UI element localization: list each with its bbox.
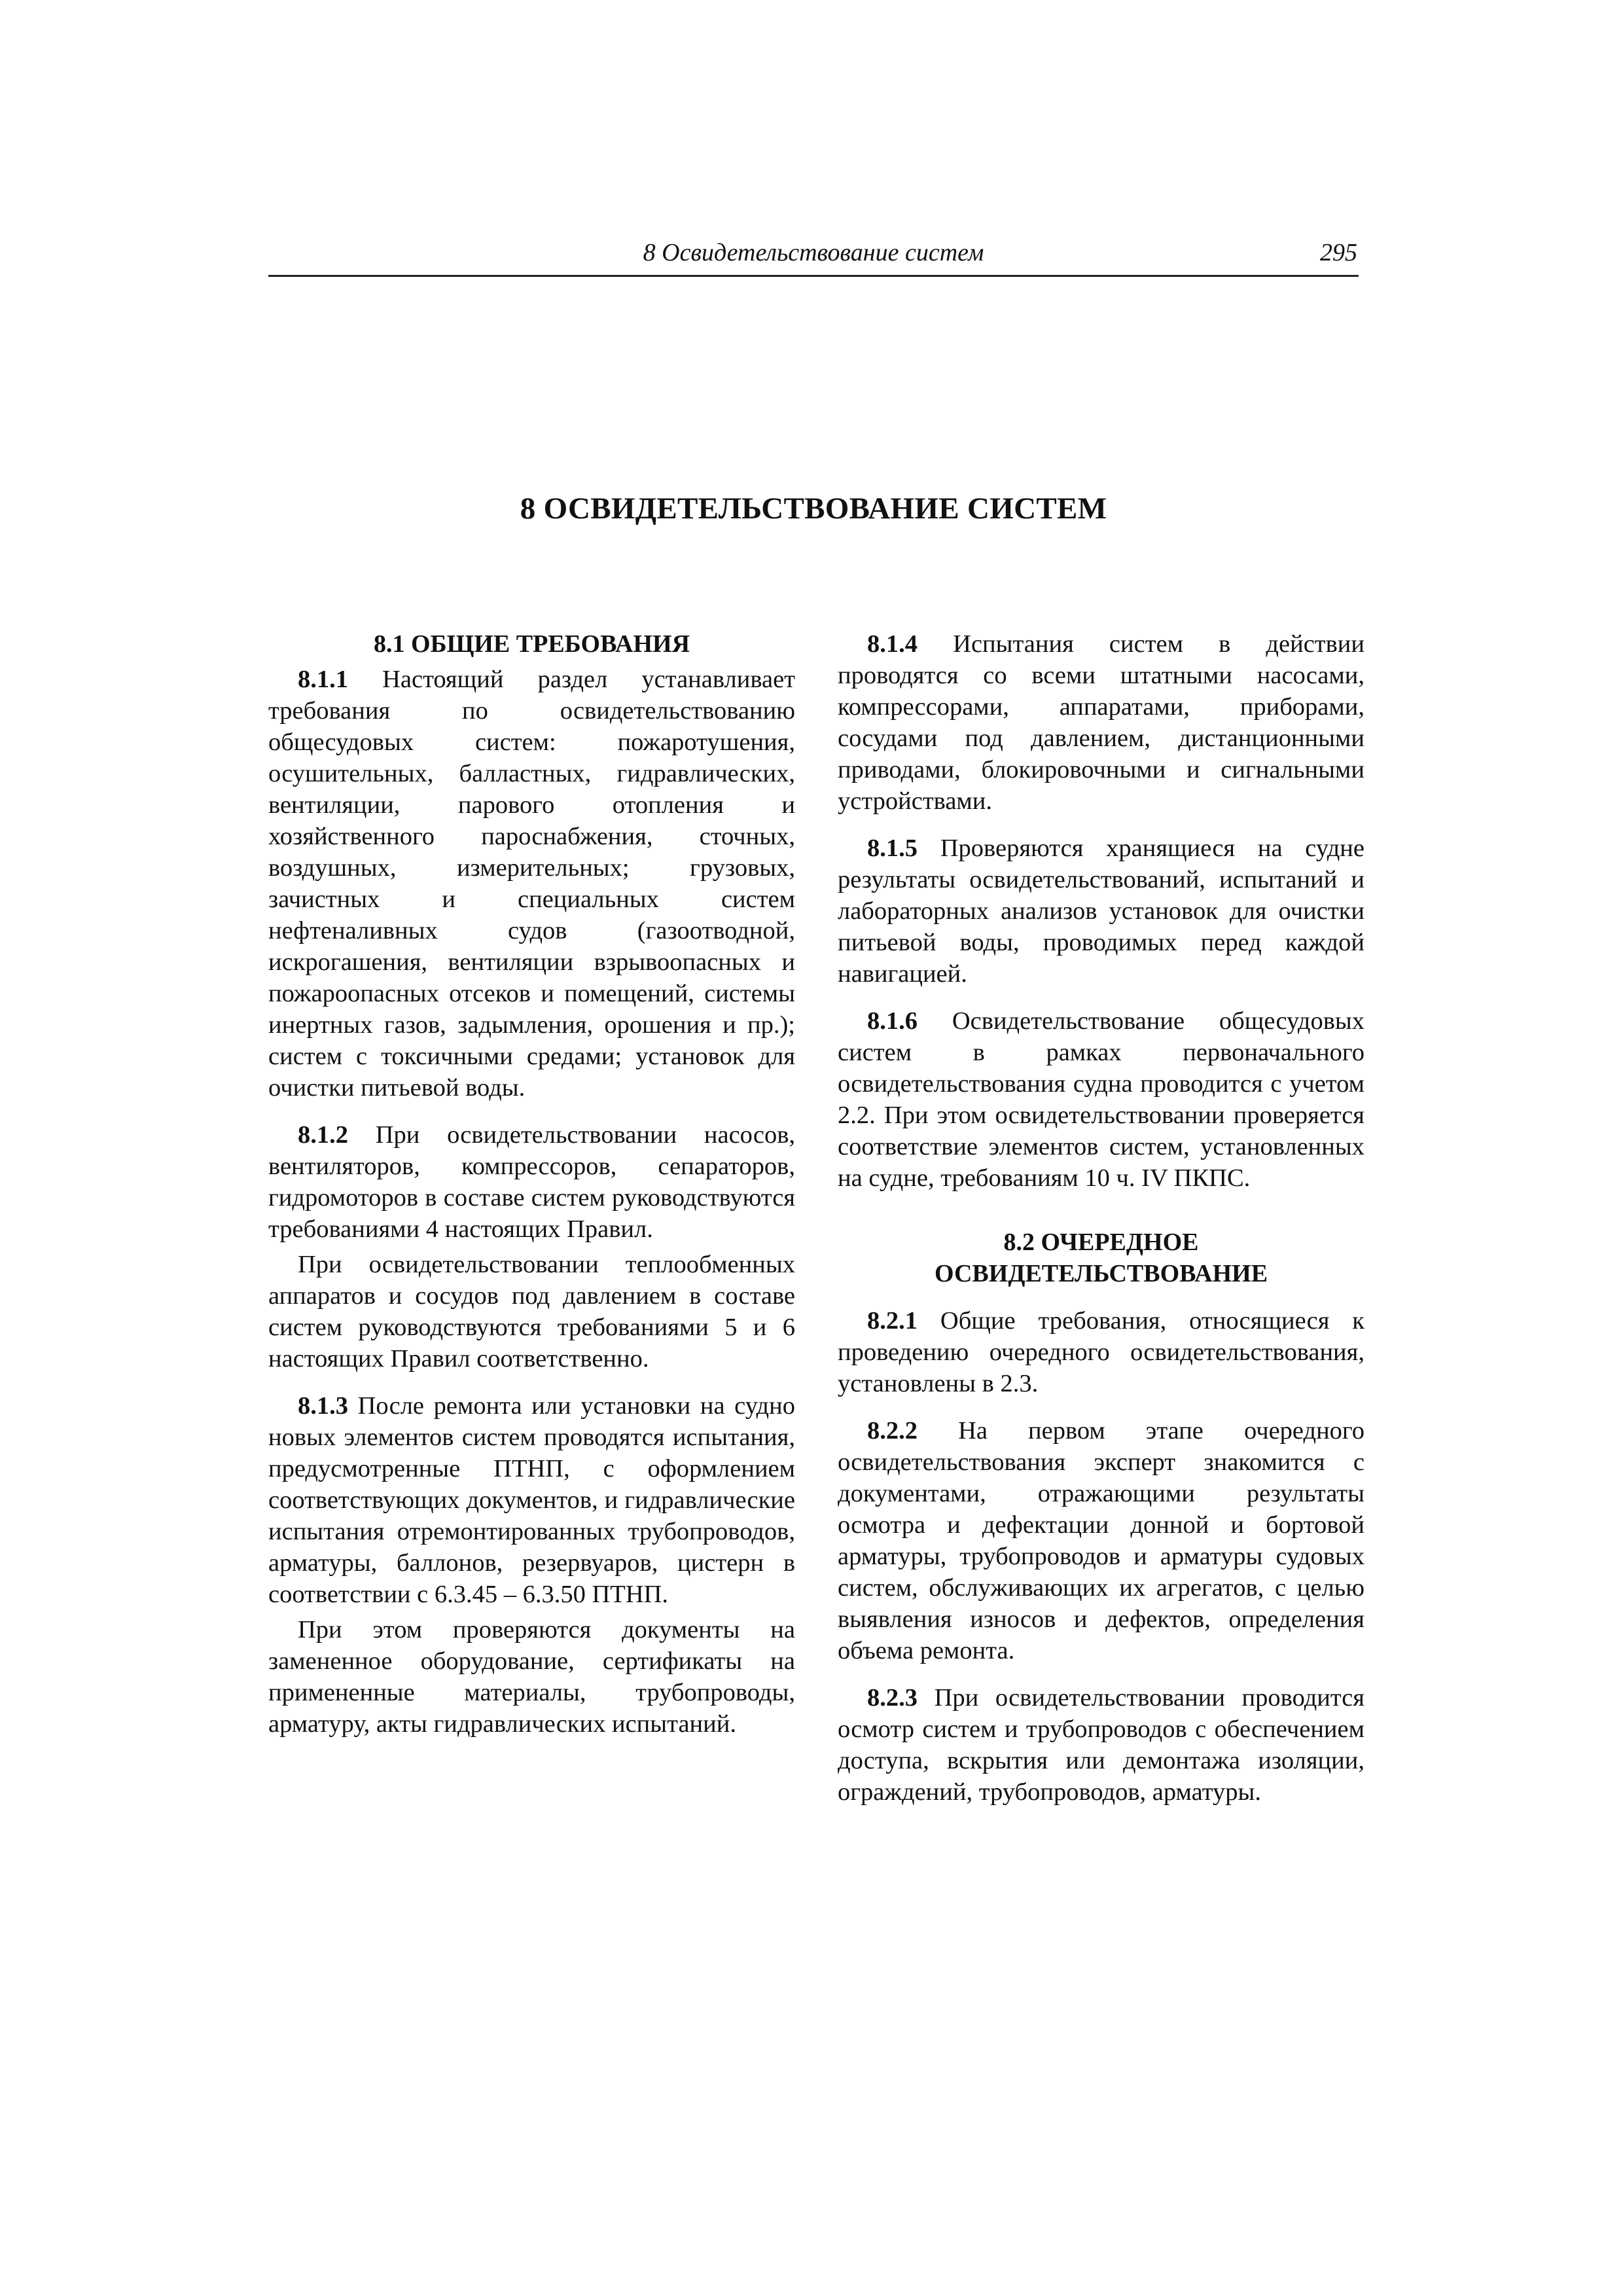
paragraph-8-2-2 — [838, 1415, 1364, 1666]
paragraph-text: Общие требования, относящиеся к проведению очередного освидетельствования, установлены в 2.3. — [838, 1307, 1365, 1397]
section-title-8-2 — [838, 1227, 1364, 1289]
paragraph-text: После ремонта или установки на судно новых элементов систем проводятся испытания, предусмотренные ПТНП, с оформлением соответствующих документов, и гидравлические испытания отремонтированных трубопроводов, арматуры, баллонов, резервуаров, цистерн в соответствии с 6.3.45 – 6.3.50 ПТНП. — [268, 1392, 796, 1608]
page-number: 295 — [1320, 239, 1357, 266]
paragraph-number: 8.1.3 — [298, 1392, 348, 1420]
running-header — [268, 237, 1359, 277]
paragraph-8-1-3 — [268, 1390, 795, 1610]
paragraph-number: 8.2.2 — [867, 1417, 918, 1444]
paragraph-8-1-6 — [838, 1005, 1364, 1194]
paragraph-text: При освидетельствовании насосов, вентиляторов, компрессоров, сепараторов, гидромоторов в составе систем руководствуются требованиями 4 настоящих Правил. — [268, 1121, 796, 1243]
section-title-8-1: 8.1 ОБЩИЕ ТРЕБОВАНИЯ — [373, 630, 690, 658]
paragraph-text: При освидетельствовании проводится осмотр систем и трубопроводов с обеспечением доступа, вскрытия или демонтажа изоляции, ограждений, трубопроводов, арматуры. — [838, 1684, 1365, 1806]
paragraph-number: 8.1.6 — [867, 1007, 918, 1035]
paragraph-8-1-1 — [268, 664, 795, 1103]
section-title-line: ОСВИДЕТЕЛЬСТВОВАНИЕ — [934, 1260, 1268, 1287]
paragraph-text: Освидетельствование общесудовых систем в рамках первоначального освидетельствования судна проводится с учетом 2.2. При этом освидетельствовании проверяется соответствие элементов систем, установленных на судне, требованиям 10 ч. IV ПКПС. — [838, 1007, 1364, 1192]
paragraph-number: 8.2.1 — [867, 1307, 918, 1335]
paragraph-number: 8.1.4 — [867, 630, 918, 658]
right-column — [838, 628, 1364, 1823]
paragraph-8-1-5 — [838, 833, 1364, 990]
paragraph-8-1-2 — [268, 1119, 795, 1245]
paragraph-8-1-3-continuation: При этом проверяются документы на замененное оборудование, сертификаты на примененные материалы, трубопроводы, арматуру, акты гидравлических испытаний. — [268, 1616, 795, 1738]
paragraph-text: Настоящий раздел устанавливает требования по освидетельствованию общесудовых систем: пожаротушения, осушительных, балластных, гидравлических, вентиляции, парового отопления и хозяйственного пароснабжения, сточных, воздушных, измерительных; грузовых, зачистных и специальных систем нефтеналивных судов (газоотводной, искрогашения, вентиляции взрывоопасных и пожароопасных отсеков и помещений, системы инертных газов, задымления, орошения и пр.); систем с токсичными средами; установок для очистки питьевой воды. — [268, 666, 796, 1102]
paragraph-number: 8.1.5 — [867, 834, 918, 862]
paragraph-text: На первом этапе очередного освидетельствования эксперт знакомится с документами, отражающими результаты осмотра и дефектации донной и бортовой арматуры, трубопроводов и арматуры судовых систем, обслуживающих их агрегатов, с целью выявления износов и дефектов, определения объема ремонта. — [838, 1417, 1365, 1664]
running-title: 8 Освидетельствование систем — [643, 239, 984, 266]
paragraph-8-2-3 — [838, 1682, 1364, 1808]
paragraph-8-1-4 — [838, 628, 1364, 817]
paragraph-number: 8.1.2 — [298, 1121, 348, 1149]
paragraph-number: 8.1.1 — [298, 666, 348, 693]
paragraph-text: Проверяются хранящиеся на судне результаты освидетельствований, испытаний и лабораторных анализов установок для очистки питьевой воды, проводимых перед каждой навигацией. — [838, 834, 1364, 988]
section-title-line: 8.2 ОЧЕРЕДНОЕ — [1003, 1229, 1199, 1256]
paragraph-number: 8.2.3 — [867, 1684, 918, 1712]
paragraph-8-1-2-continuation: При освидетельствовании теплообменных аппаратов и сосудов под давлением в составе систем руководствуются требованиями 5 и 6 настоящих Правил соответственно. — [268, 1251, 795, 1372]
chapter-title: 8 ОСВИДЕТЕЛЬСТВОВАНИЕ СИСТЕМ — [520, 492, 1107, 526]
paragraph-text: Испытания систем в действии проводятся со всеми штатными насосами, компрессорами, аппаратами, приборами, сосудами под давлением, дистанционными приводами, блокировочными и сигнальными устройствами. — [838, 630, 1365, 815]
left-column — [268, 628, 795, 1755]
paragraph-8-2-1 — [838, 1305, 1364, 1399]
